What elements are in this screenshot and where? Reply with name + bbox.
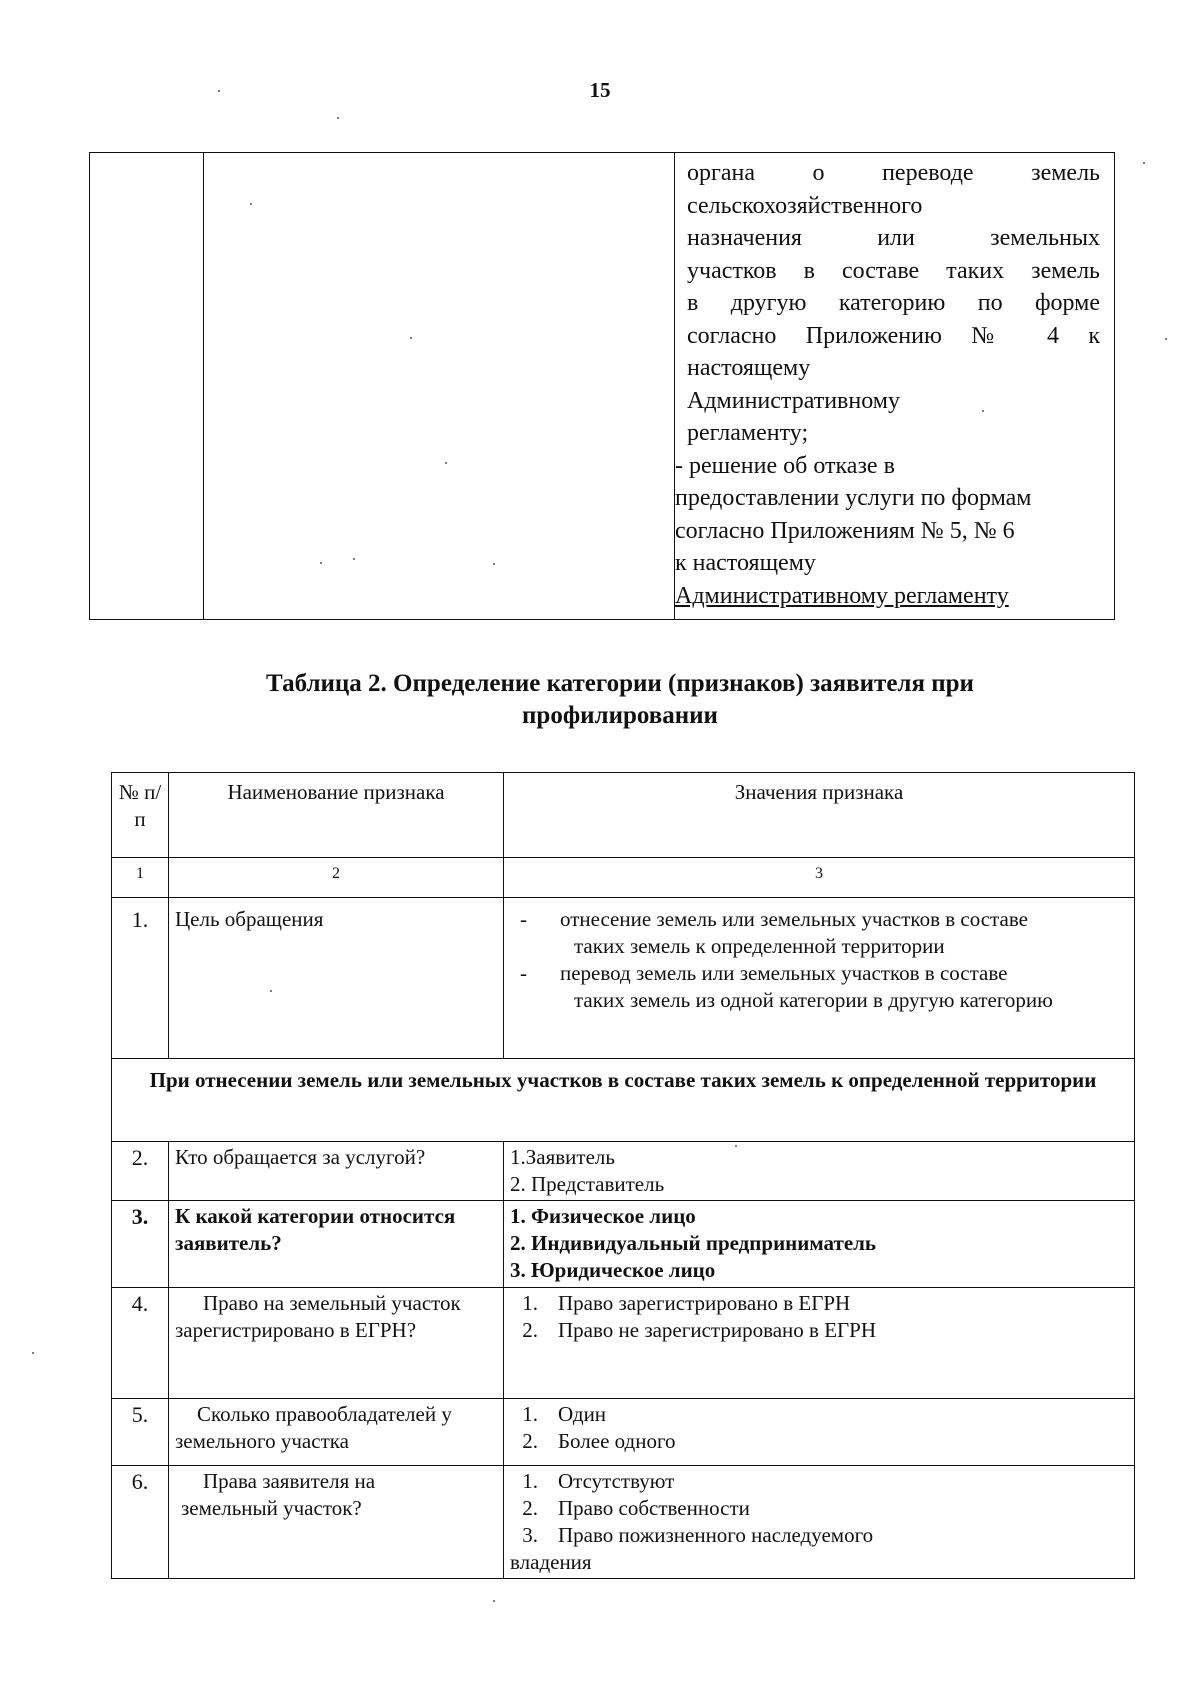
header-name: Наименование признака [169,773,504,858]
dash-marker: - [520,961,527,985]
row-name: Сколько правообладателей у земельного участка [169,1399,504,1466]
item-number: 3. [522,1523,538,1547]
row-name-text: Права заявителя на земельный участок? [181,1469,376,1520]
row-name: Право на земельный участок зарегистрировано в ЕГРН? [169,1288,504,1399]
scan-speck [410,337,412,339]
list-item [510,1290,1128,1317]
row-number: 1. [112,898,169,1059]
header-values: Значения признака [504,773,1135,858]
text-line: в другую категорию по форме [687,290,1100,316]
value-line: 1. Физическое лицо [510,1204,696,1228]
scan-speck [353,558,355,560]
section-header: При отнесении земель или земельных участков в составе таких земель к определенной территории [112,1059,1135,1142]
scan-speck [218,90,220,92]
row-name [169,1466,504,1579]
list-item [510,1522,1128,1549]
value-line: 2. Представитель [510,1172,665,1196]
text-line: - решение об отказе в [675,452,895,479]
row-number: 5. [112,1399,169,1466]
item-text: Один [558,1402,607,1426]
list-item [510,1468,1128,1495]
continuation-cell-1 [90,153,204,620]
profiling-table [111,772,1135,1579]
value-line: отнесение земель или земельных участков в составе [560,907,1028,931]
table-row [112,1466,1135,1579]
text-line: участков в составе таких земель [687,257,1100,284]
scan-speck [735,1145,737,1147]
caption-line-1: Таблица 2. Определение категории (признаков) заявителя при [266,670,974,697]
list-item [510,1428,1128,1455]
text-line: регламенту; [687,420,809,446]
item-text: Отсутствуют [558,1469,675,1493]
item-text: Право не зарегистрировано в ЕГРН [558,1318,877,1342]
scan-speck [270,990,272,992]
scan-speck [1143,162,1145,164]
table-caption [160,668,1080,732]
text-line: Административному [687,387,900,414]
row-values [504,1142,1135,1201]
row-name: Кто обращается за услугой? [169,1142,504,1201]
table-row [112,1288,1135,1399]
list-item [510,1317,1128,1344]
list-item [510,1401,1128,1428]
scan-speck [1165,338,1167,340]
list-item [510,1495,1128,1522]
row-values [504,1288,1135,1399]
column-number: 3 [504,858,1135,898]
row-number: 2. [112,1142,169,1201]
row-number: 4. [112,1288,169,1399]
scan-speck [337,117,339,119]
continuation-cell-3 [675,153,1115,620]
row-values [504,1466,1135,1579]
text-line: предоставлении услуги по формам [675,485,1032,511]
row-number: 6. [112,1466,169,1579]
text-line: сельскохозяйственного [687,192,923,219]
item-number: 1. [522,1402,538,1426]
value-line: перевод земель или земельных участков в составе [560,961,1008,985]
row-values [504,1399,1135,1466]
scan-speck [493,563,495,565]
row-name: Цель обращения [169,898,504,1059]
list-item [510,906,1128,960]
text-line: Административному регламенту [675,582,1009,609]
column-number: 1 [112,858,169,898]
item-text: Право собственности [558,1496,750,1520]
text-line: назначения или земельных [687,225,1100,251]
item-number: 2. [522,1429,538,1453]
row-name: К какой категории относится заявитель? [169,1201,504,1288]
value-line: владения [510,1550,592,1574]
text-line: согласно Приложению № 4 к [687,322,1100,349]
table-row [112,898,1135,1059]
item-number: 2. [522,1318,538,1342]
table-row [112,1399,1135,1466]
header-number: № п/п [112,773,169,858]
value-line: 1.Заявитель [510,1145,615,1169]
table-row [112,1142,1135,1201]
section-header-row [112,1059,1135,1142]
item-text: Более одного [558,1429,676,1453]
dash-marker: - [520,907,527,931]
scan-speck [493,1600,495,1602]
item-text: Право пожизненного наследуемого [558,1523,874,1547]
item-number: 2. [522,1496,538,1520]
column-number: 2 [169,858,504,898]
value-line: 2. Индивидуальный предприниматель [510,1231,877,1255]
text-line: согласно Приложениям № 5, № 6 [675,517,1015,544]
continuation-cell-2 [204,153,675,620]
row-values [504,898,1135,1059]
text-line: органа о переводе земель [687,160,1100,186]
value-line: таких земель к определенной территории [574,934,945,958]
item-number: 1. [522,1291,538,1315]
caption-line-2: профилировании [522,702,718,729]
continuation-table [89,152,1115,620]
page-number: 15 [589,78,611,102]
scan-speck [250,203,252,205]
row-values [504,1201,1135,1288]
scan-speck [320,562,322,564]
column-numbers-row [112,858,1135,898]
scan-speck [32,1352,34,1354]
table-row [112,1201,1135,1288]
list-item [510,960,1128,1014]
row-number: 3. [112,1201,169,1288]
item-number: 1. [522,1469,538,1493]
value-line: таких земель из одной категории в другую категорию [574,988,1053,1012]
value-line: 3. Юридическое лицо [510,1258,716,1282]
header-row [112,773,1135,858]
text-line: настоящему [687,355,811,381]
scan-speck [445,462,447,464]
item-text: Право зарегистрировано в ЕГРН [558,1291,851,1315]
text-line: к настоящему [675,550,816,576]
scan-speck [982,410,984,412]
